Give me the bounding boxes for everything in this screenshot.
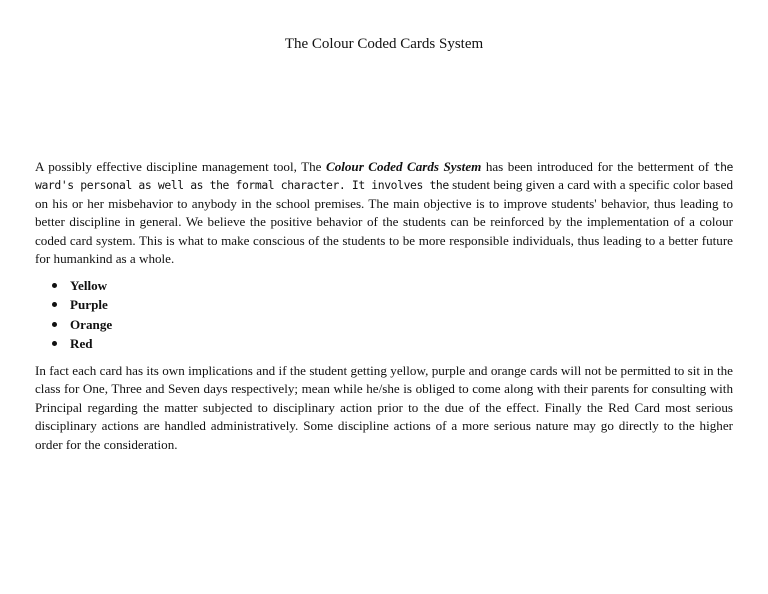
bullet-icon xyxy=(52,302,57,307)
intro-text-middle: has been introduced for the betterment of xyxy=(481,159,714,174)
system-name-emphasis: Colour Coded Cards System xyxy=(325,159,482,174)
bullet-icon xyxy=(52,341,57,346)
list-item xyxy=(52,334,112,353)
bullet-icon xyxy=(52,283,57,288)
list-item xyxy=(52,315,112,334)
closing-paragraph: In fact each card has its own implications and if the student getting yellow, purple and orange cards will not be permitted to sit in the class for One, Three and Seven days respectively; mean while he/she is obliged to come along with their parents for consulting with Principal regarding the matter subjected to disciplinary action prior to the due of the effect. Finally the Red Card most serious disciplinary actions are handled administratively. Some discipline actions of a more serious nature may go directly to the higher order for the consideration. xyxy=(35,363,733,452)
card-color-list xyxy=(52,276,112,353)
card-color-label: Red xyxy=(70,335,93,351)
card-color-label: Orange xyxy=(70,316,113,332)
document-title: The Colour Coded Cards System xyxy=(284,36,484,52)
intro-text-start: A possibly effective discipline management tool, The xyxy=(35,159,326,174)
intro-paragraph xyxy=(35,158,733,268)
list-item xyxy=(52,276,112,295)
list-item xyxy=(52,295,112,314)
intro-text-mono: the ward's personal as well as the formal character. It involves the xyxy=(35,160,733,193)
intro-text-end: student being given a card with a specific color based on his or her misbehavior to anybody in the school premises. The main objective is to improve students' behavior, thus leading to better discipline in general. We believe the positive behavior of the students can be reinforced by the implementation of a colour coded card system. This is what to make conscious of the students to be more responsible individuals, thus leading to a better future for humankind as a whole. xyxy=(35,177,733,267)
card-color-label: Purple xyxy=(70,297,108,313)
bullet-icon xyxy=(52,322,57,327)
card-color-label: Yellow xyxy=(70,278,108,293)
